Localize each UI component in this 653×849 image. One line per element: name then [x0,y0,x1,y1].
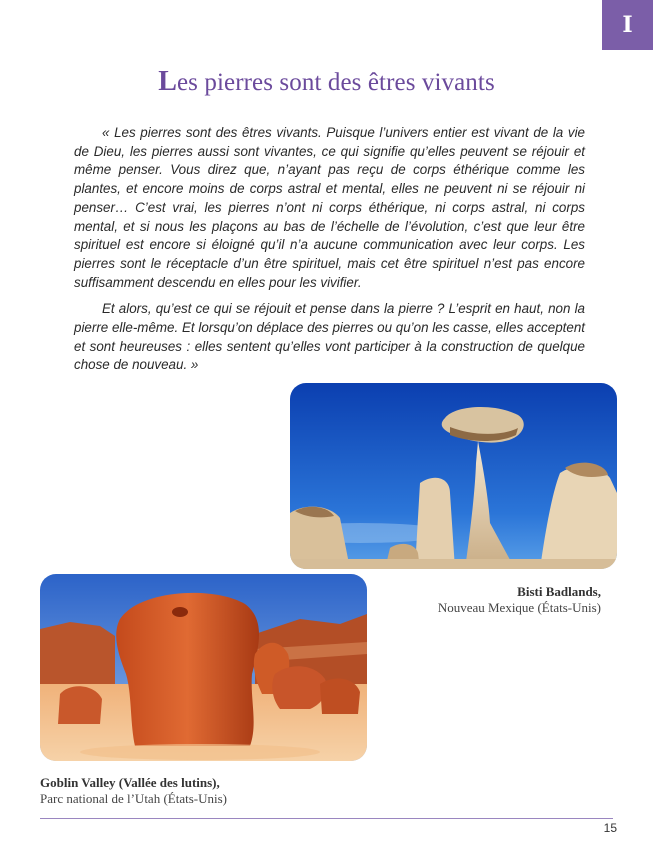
page-number: 15 [603,821,617,835]
quote-block [74,124,585,383]
chapter-tab [602,0,653,50]
goblin-valley-caption [40,775,227,807]
goblin-place: Goblin Valley (Vallée des lutins), [40,775,220,790]
bisti-region: Nouveau Mexique (États-Unis) [437,600,601,615]
bisti-place: Bisti Badlands, [517,584,601,599]
bisti-badlands-caption [438,584,601,616]
page-title [0,66,653,98]
bisti-badlands-photo [290,383,617,569]
title-initial: L [158,66,177,97]
goblin-valley-image [40,574,367,761]
goblin-valley-photo [40,574,367,761]
title-rest: es pierres sont des êtres vivants [176,69,495,96]
quote-paragraph-1: « Les pierres sont des êtres vivants. Puisque l’univers entier est vivant de la vie de Dieu, les pierres aussi sont vivantes, ce qui signifie qu’elles peuvent se réjouir et même penser. Vous direz que, n’ayant pas reçu de corps éthérique comme les plantes, et encore moins de corps astral et mental, elles ne peuvent ni se réjouir ni penser… C’est vrai, les pierres n’ont ni corps éthérique, ni corps astral, ni corps mental, et si nous les plaçons au bas de l’échelle de l’évolution, c’est que leur être spirituel est encore si éloigné qu’il n’a aucune communication avec leur corps. Les pierres sont le réceptacle d’un être spirituel, mais cet être spirituel n’est pas encore suffisamment descendu en elles pour les vivifier. [74,125,585,290]
bisti-badlands-image [290,383,617,569]
quote-paragraph-2: Et alors, qu’est ce qui se réjouit et pense dans la pierre ? L’esprit en haut, non la pierre elle-même. Et lorsqu’on déplace des pierres ou qu’on les casse, elles acceptent et sont heureuses : elles sentent qu’elles vont participer à la construction de quelque chose de nouveau. » [74,301,585,373]
goblin-region: Parc national de l’Utah (États-Unis) [40,791,227,806]
chapter-label: I [622,12,633,38]
footer-rule [40,818,613,819]
